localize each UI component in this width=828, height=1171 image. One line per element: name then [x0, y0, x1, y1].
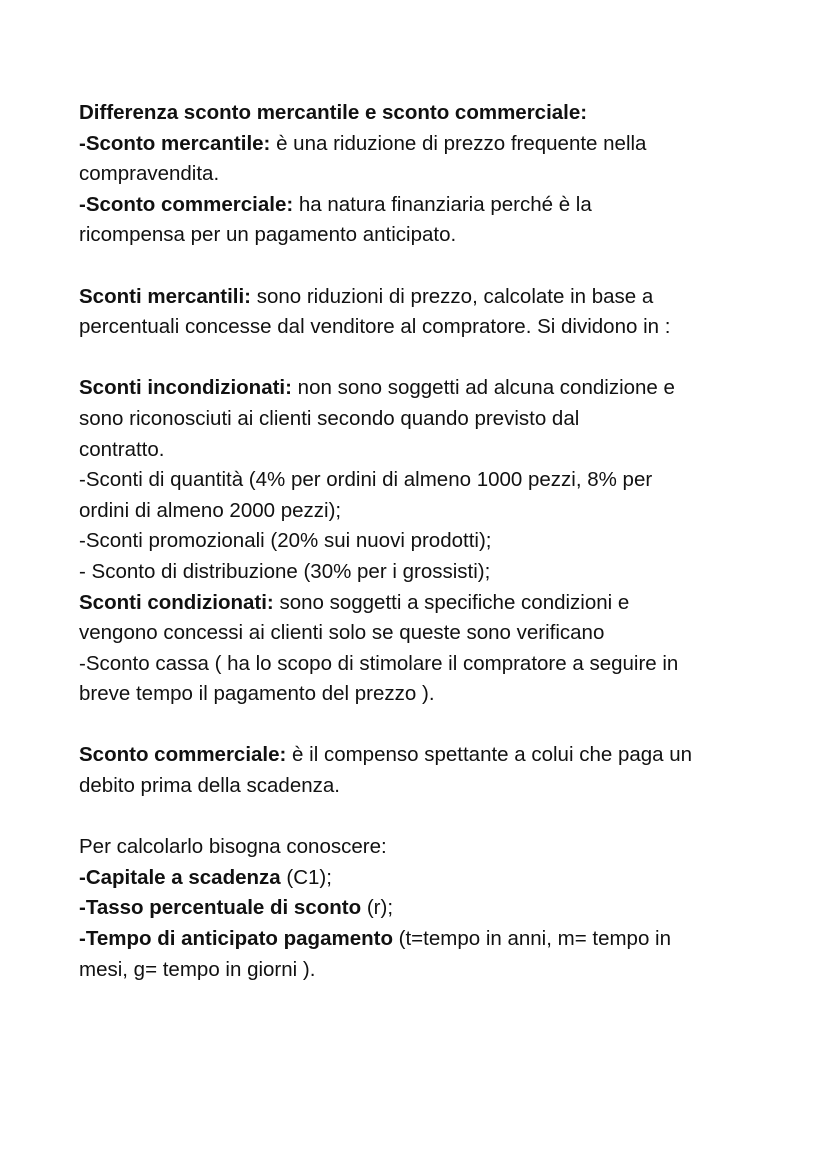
intro-title-line [79, 98, 779, 129]
tempo-text-1: (t=tempo in anni, m= tempo in [392, 927, 671, 951]
document-page [79, 98, 779, 985]
paragraph-gap [79, 802, 779, 833]
calcolo-intro: Per calcolarlo bisogna conoscere: [79, 835, 387, 859]
incondizionati-label: Sconti incondizionati: [79, 376, 292, 400]
item-quantita-line-1: -Sconti di quantità (4% per ordini di almeno 1000 pezzi, 8% per [79, 468, 653, 492]
tempo-line-1 [79, 924, 779, 955]
mercantili-label: Sconti mercantili: [79, 284, 252, 308]
tasso-text: (r); [361, 896, 394, 920]
mercantile-text-1: è una riduzione di prezzo frequente nella [270, 131, 647, 155]
capitale-text: (C1); [280, 865, 332, 889]
tasso-line [79, 893, 779, 924]
commerciale-def-label: Sconto commerciale: [79, 743, 287, 767]
mercantili-line-2: percentuali concesse dal venditore al compratore. Si dividono in : [79, 315, 671, 339]
mercantile-line-2: compravendita. [79, 162, 220, 186]
paragraph-gap [79, 251, 779, 282]
item-quantita-line-2: ordini di almeno 2000 pezzi); [79, 498, 342, 522]
condizionati-line-1 [79, 588, 779, 619]
mercantile-label: -Sconto mercantile: [79, 131, 271, 155]
item-promozionali: -Sconti promozionali (20% sui nuovi prodotti); [79, 529, 492, 553]
condizionati-text-1: sono soggetti a specifiche condizioni e [273, 590, 630, 614]
commerciale-label: -Sconto commerciale: [79, 192, 294, 216]
incondizionati-line-1 [79, 373, 779, 404]
tasso-label: -Tasso percentuale di sconto [79, 896, 362, 920]
capitale-label: -Capitale a scadenza [79, 865, 281, 889]
mercantili-line-1 [79, 282, 779, 313]
commerciale-def-line-2: debito prima della scadenza. [79, 774, 340, 798]
commerciale-def-text-1: è il compenso spettante a colui che paga un [286, 743, 693, 767]
item-cassa-line-1: -Sconto cassa ( ha lo scopo di stimolare il compratore a seguire in [79, 651, 679, 675]
capitale-line [79, 863, 779, 894]
condizionati-label: Sconti condizionati: [79, 590, 274, 614]
paragraph-gap [79, 710, 779, 741]
incondizionati-line-2: sono riconosciuti ai clienti secondo quando previsto dal [79, 406, 580, 430]
commerciale-line-2: ricompensa per un pagamento anticipato. [79, 223, 457, 247]
mercantili-text-1: sono riduzioni di prezzo, calcolate in base a [251, 284, 654, 308]
commerciale-def-line-1 [79, 740, 779, 771]
item-distribuzione: - Sconto di distribuzione (30% per i grossisti); [79, 559, 491, 583]
incondizionati-text-1: non sono soggetti ad alcuna condizione e [291, 376, 675, 400]
paragraph-gap [79, 343, 779, 374]
item-cassa-line-2: breve tempo il pagamento del prezzo ). [79, 682, 435, 706]
incondizionati-line-3: contratto. [79, 437, 165, 461]
tempo-label: -Tempo di anticipato pagamento [79, 927, 393, 951]
condizionati-line-2: vengono concessi ai clienti solo se queste sono verificano [79, 621, 605, 645]
intro-title: Differenza sconto mercantile e sconto commerciale: [79, 101, 588, 124]
mercantile-line-1 [79, 129, 779, 160]
tempo-line-2: mesi, g= tempo in giorni ). [79, 957, 316, 981]
commerciale-text-1: ha natura finanziaria perché è la [293, 192, 592, 216]
commerciale-line-1 [79, 190, 779, 221]
